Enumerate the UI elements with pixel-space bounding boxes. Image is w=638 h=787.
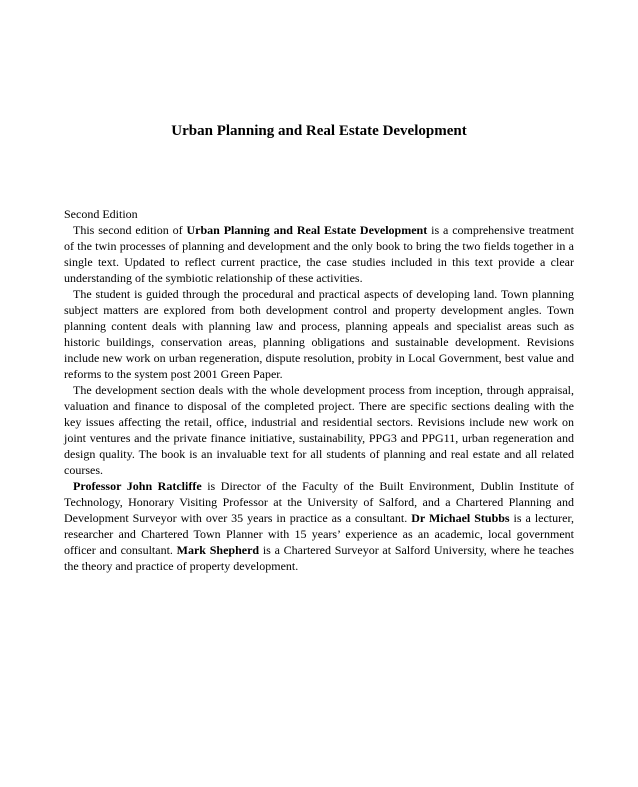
document-body <box>64 206 574 574</box>
paragraph-text: The development section deals with the whole development process from inception, through appraisal, valuation and finance to disposal of the completed project. There are specific sections dealing with the key issues affecting the retail, office, industrial and residential sectors. Revisions include new work on joint ventures and the private finance initiative, sustainability, PPG3 and PPG11, urban regeneration and design quality. The book is an invaluable text for all students of planning and real estate and all related courses. <box>64 383 574 477</box>
paragraph-development <box>64 382 574 478</box>
author-name-ratcliffe: Professor John Ratcliffe <box>73 479 202 493</box>
paragraph-text: is Director of the Faculty of the Built Environment, Dublin Institute of Technology, Honorary Visiting Professor at the University of Salford, and a Chartered Planning and Development Surveyor with over 35 years in practice as a consultant. <box>64 479 574 525</box>
paragraph-authors <box>64 478 574 574</box>
author-name-shepherd: Mark Shepherd <box>176 543 260 557</box>
paragraph-intro <box>64 222 574 286</box>
paragraph-text: is a Chartered Surveyor at Salford University, where he teaches the theory and practice of property development. <box>64 543 574 573</box>
book-title-bold: Urban Planning and Real Estate Development <box>186 223 428 237</box>
document-title: Urban Planning and Real Estate Development <box>171 123 467 139</box>
paragraph-text: This second edition of <box>73 223 187 237</box>
paragraph-text: is a lecturer, researcher and Chartered Town Planner with 15 years’ experience as an academic, local government officer and consultant. <box>64 511 574 557</box>
paragraph-text: is a comprehensive treatment of the twin processes of planning and development and the only book to bring the two fields together in a single text. Updated to reflect current practice, the case studies included in this text provide a clear understanding of the symbiotic relationship of these activities. <box>64 223 575 285</box>
paragraph-text: The student is guided through the procedural and practical aspects of developing land. Town planning subject matters are explored from both development control and property development angles. Town planning content deals with planning law and process, planning appeals and specialist areas such as historic buildings, conservation areas, planning obligations and sustainable development. Revisions include new work on urban regeneration, dispute resolution, probity in Local Government, best value and reforms to the system post 2001 Green Paper. <box>64 287 574 381</box>
paragraph-planning <box>64 286 574 382</box>
author-name-stubbs: Dr Michael Stubbs <box>411 511 510 525</box>
edition-label: Second Edition <box>64 207 138 221</box>
